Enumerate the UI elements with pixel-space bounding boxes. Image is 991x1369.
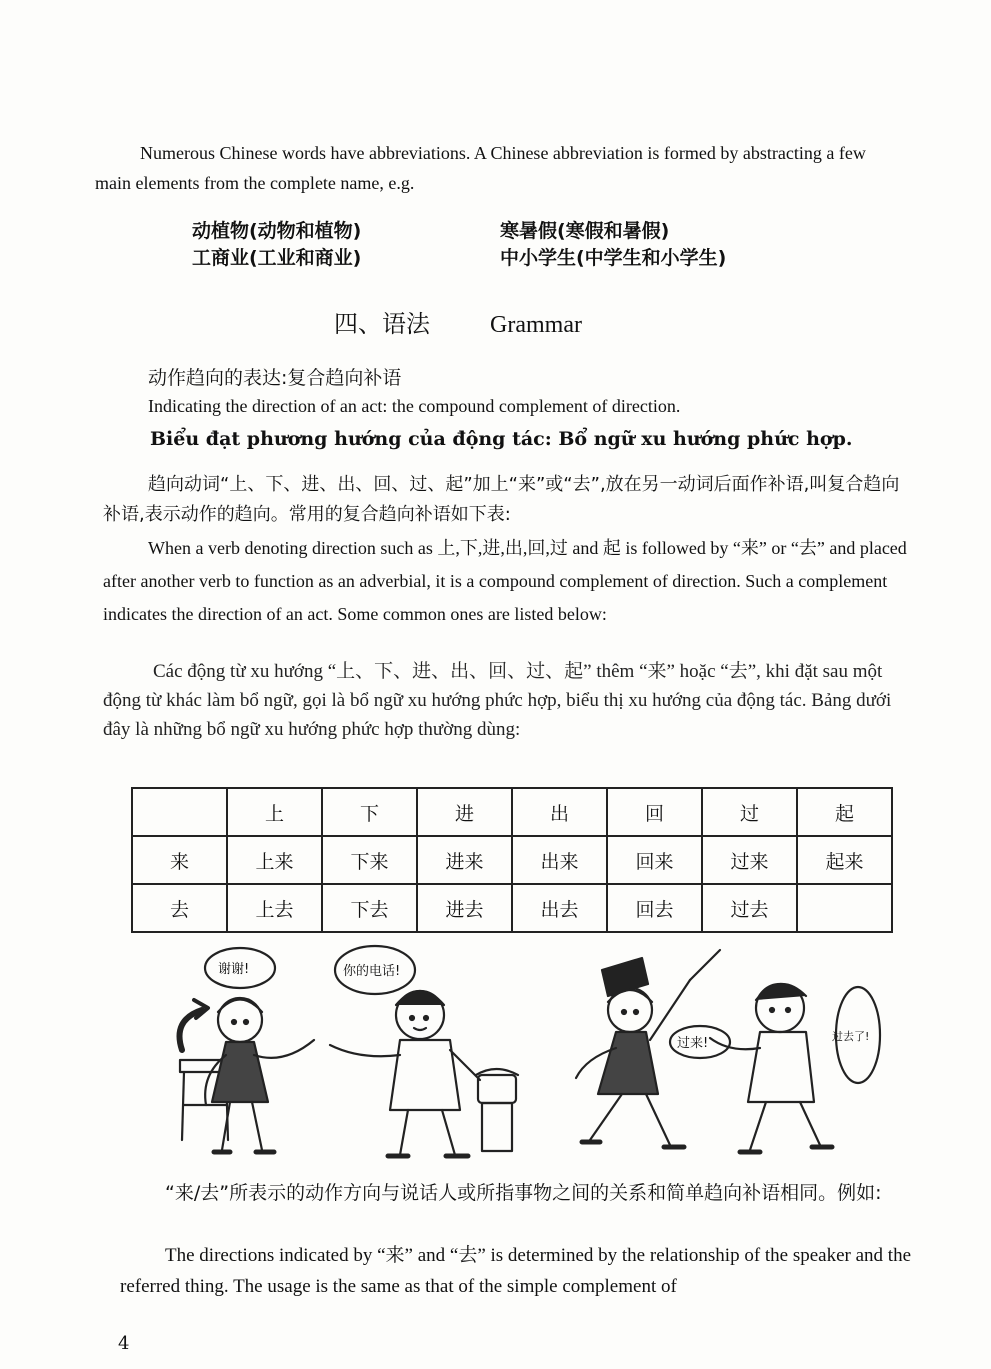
table-cell: 回来: [607, 836, 702, 884]
topic-title-zh: 动作趋向的表达:复合趋向补语: [148, 367, 402, 389]
running-girl-icon: [576, 980, 690, 1147]
abbreviation-example: 中小学生(中学生和小学生): [500, 247, 727, 269]
speech-bubble-text: 谢谢!: [218, 962, 250, 977]
speech-bubble-text: 过去了!: [832, 1030, 870, 1043]
topic-title-vi: Biểu đạt phương hướng của động tác: Bổ ngữ xu hướng phức hợp.: [150, 428, 853, 450]
abbreviation-example: 寒暑假(寒假和暑假): [500, 220, 670, 242]
telephone-icon: [476, 1069, 518, 1151]
explanation-vi: Các động từ xu hướng “上、下、进、出、回、过、起” thêm “来” hoặc “去”, khi đặt sau một động từ khác làm bổ ngữ, gọi là bổ ngữ xu hướng phức hợp, biểu thị xu hướng của động tác. Bảng dưới đây là những bổ ngữ xu hướng phức hợp thường dùng:: [103, 661, 892, 740]
table-cell: 下去: [322, 884, 417, 932]
table-cell: 回: [607, 788, 702, 836]
section-title-zh: 四、语法: [334, 310, 430, 338]
cartoon-illustration: [160, 940, 890, 1170]
table-cell: 进去: [417, 884, 512, 932]
abbreviation-examples-left: [192, 218, 361, 272]
speech-bubble-text: 你的电话!: [343, 964, 401, 979]
section-title-en: Grammar: [490, 312, 582, 338]
table-cell: 下来: [322, 836, 417, 884]
section-heading: [334, 308, 582, 341]
table-cell: 来: [132, 836, 227, 884]
table-cell: 进: [417, 788, 512, 836]
topic-title-en: Indicating the direction of an act: the compound complement of direction.: [148, 396, 681, 416]
table-cell: 过去: [702, 884, 797, 932]
table-cell: 回去: [607, 884, 702, 932]
table-row: [132, 836, 892, 884]
second-paragraph-en: The directions indicated by “来” and “去” is determined by the relationship of the speaker and the referred thing. The usage is the same as that of the simple complement of: [120, 1245, 912, 1297]
abbreviation-example: 动植物(动物和植物): [192, 220, 362, 242]
table-header-row: [132, 788, 892, 836]
abbreviation-example: 工商业(工业和商业): [192, 247, 362, 269]
table-cell: [132, 788, 227, 836]
table-cell: [797, 884, 892, 932]
flag-icon: [602, 950, 720, 996]
table-cell: 过来: [702, 836, 797, 884]
page-number: 4: [118, 1333, 130, 1354]
table-cell: 过: [702, 788, 797, 836]
explanation-zh: 趋向动词“上、下、进、出、回、过、起”加上“来”或“去”,放在另一动词后面作补语,叫复合趋向补语,表示动作的趋向。常用的复合趋向补语如下表:: [103, 474, 900, 525]
girl-figure-icon: [205, 998, 314, 1152]
table-cell: 进来: [417, 836, 512, 884]
explanation-en: When a verb denoting direction such as 上,下,进,出,回,过 and 起 is followed by “来” or “去” and placed after another verb to function as an adverbial, it is a compound complement of direction. Such a complement indicates the direction of an act. Some common ones are listed below:: [103, 538, 907, 624]
table-cell: 出来: [512, 836, 607, 884]
table-cell: 起: [797, 788, 892, 836]
table-cell: 下: [322, 788, 417, 836]
boy-figure-icon: [710, 984, 832, 1152]
speech-bubble-text: 过来!: [677, 1036, 709, 1051]
table-cell: 去: [132, 884, 227, 932]
direction-arrow-icon: [180, 1000, 209, 1050]
second-paragraph-zh: “来/去”所表示的动作方向与说话人或所指事物之间的关系和简单趋向补语相同。例如:: [165, 1182, 882, 1204]
complement-table: [131, 787, 893, 933]
table-cell: 出去: [512, 884, 607, 932]
table-row: [132, 884, 892, 932]
table-cell: 起来: [797, 836, 892, 884]
table-cell: 上去: [227, 884, 322, 932]
table-cell: 上: [227, 788, 322, 836]
man-figure-icon: [330, 991, 480, 1156]
table-cell: 上来: [227, 836, 322, 884]
intro-paragraph: Numerous Chinese words have abbreviations. A Chinese abbreviation is formed by abstracting a few main elements from the complete name, e.g.: [95, 143, 866, 193]
table-cell: 出: [512, 788, 607, 836]
abbreviation-examples-right: [500, 218, 726, 272]
